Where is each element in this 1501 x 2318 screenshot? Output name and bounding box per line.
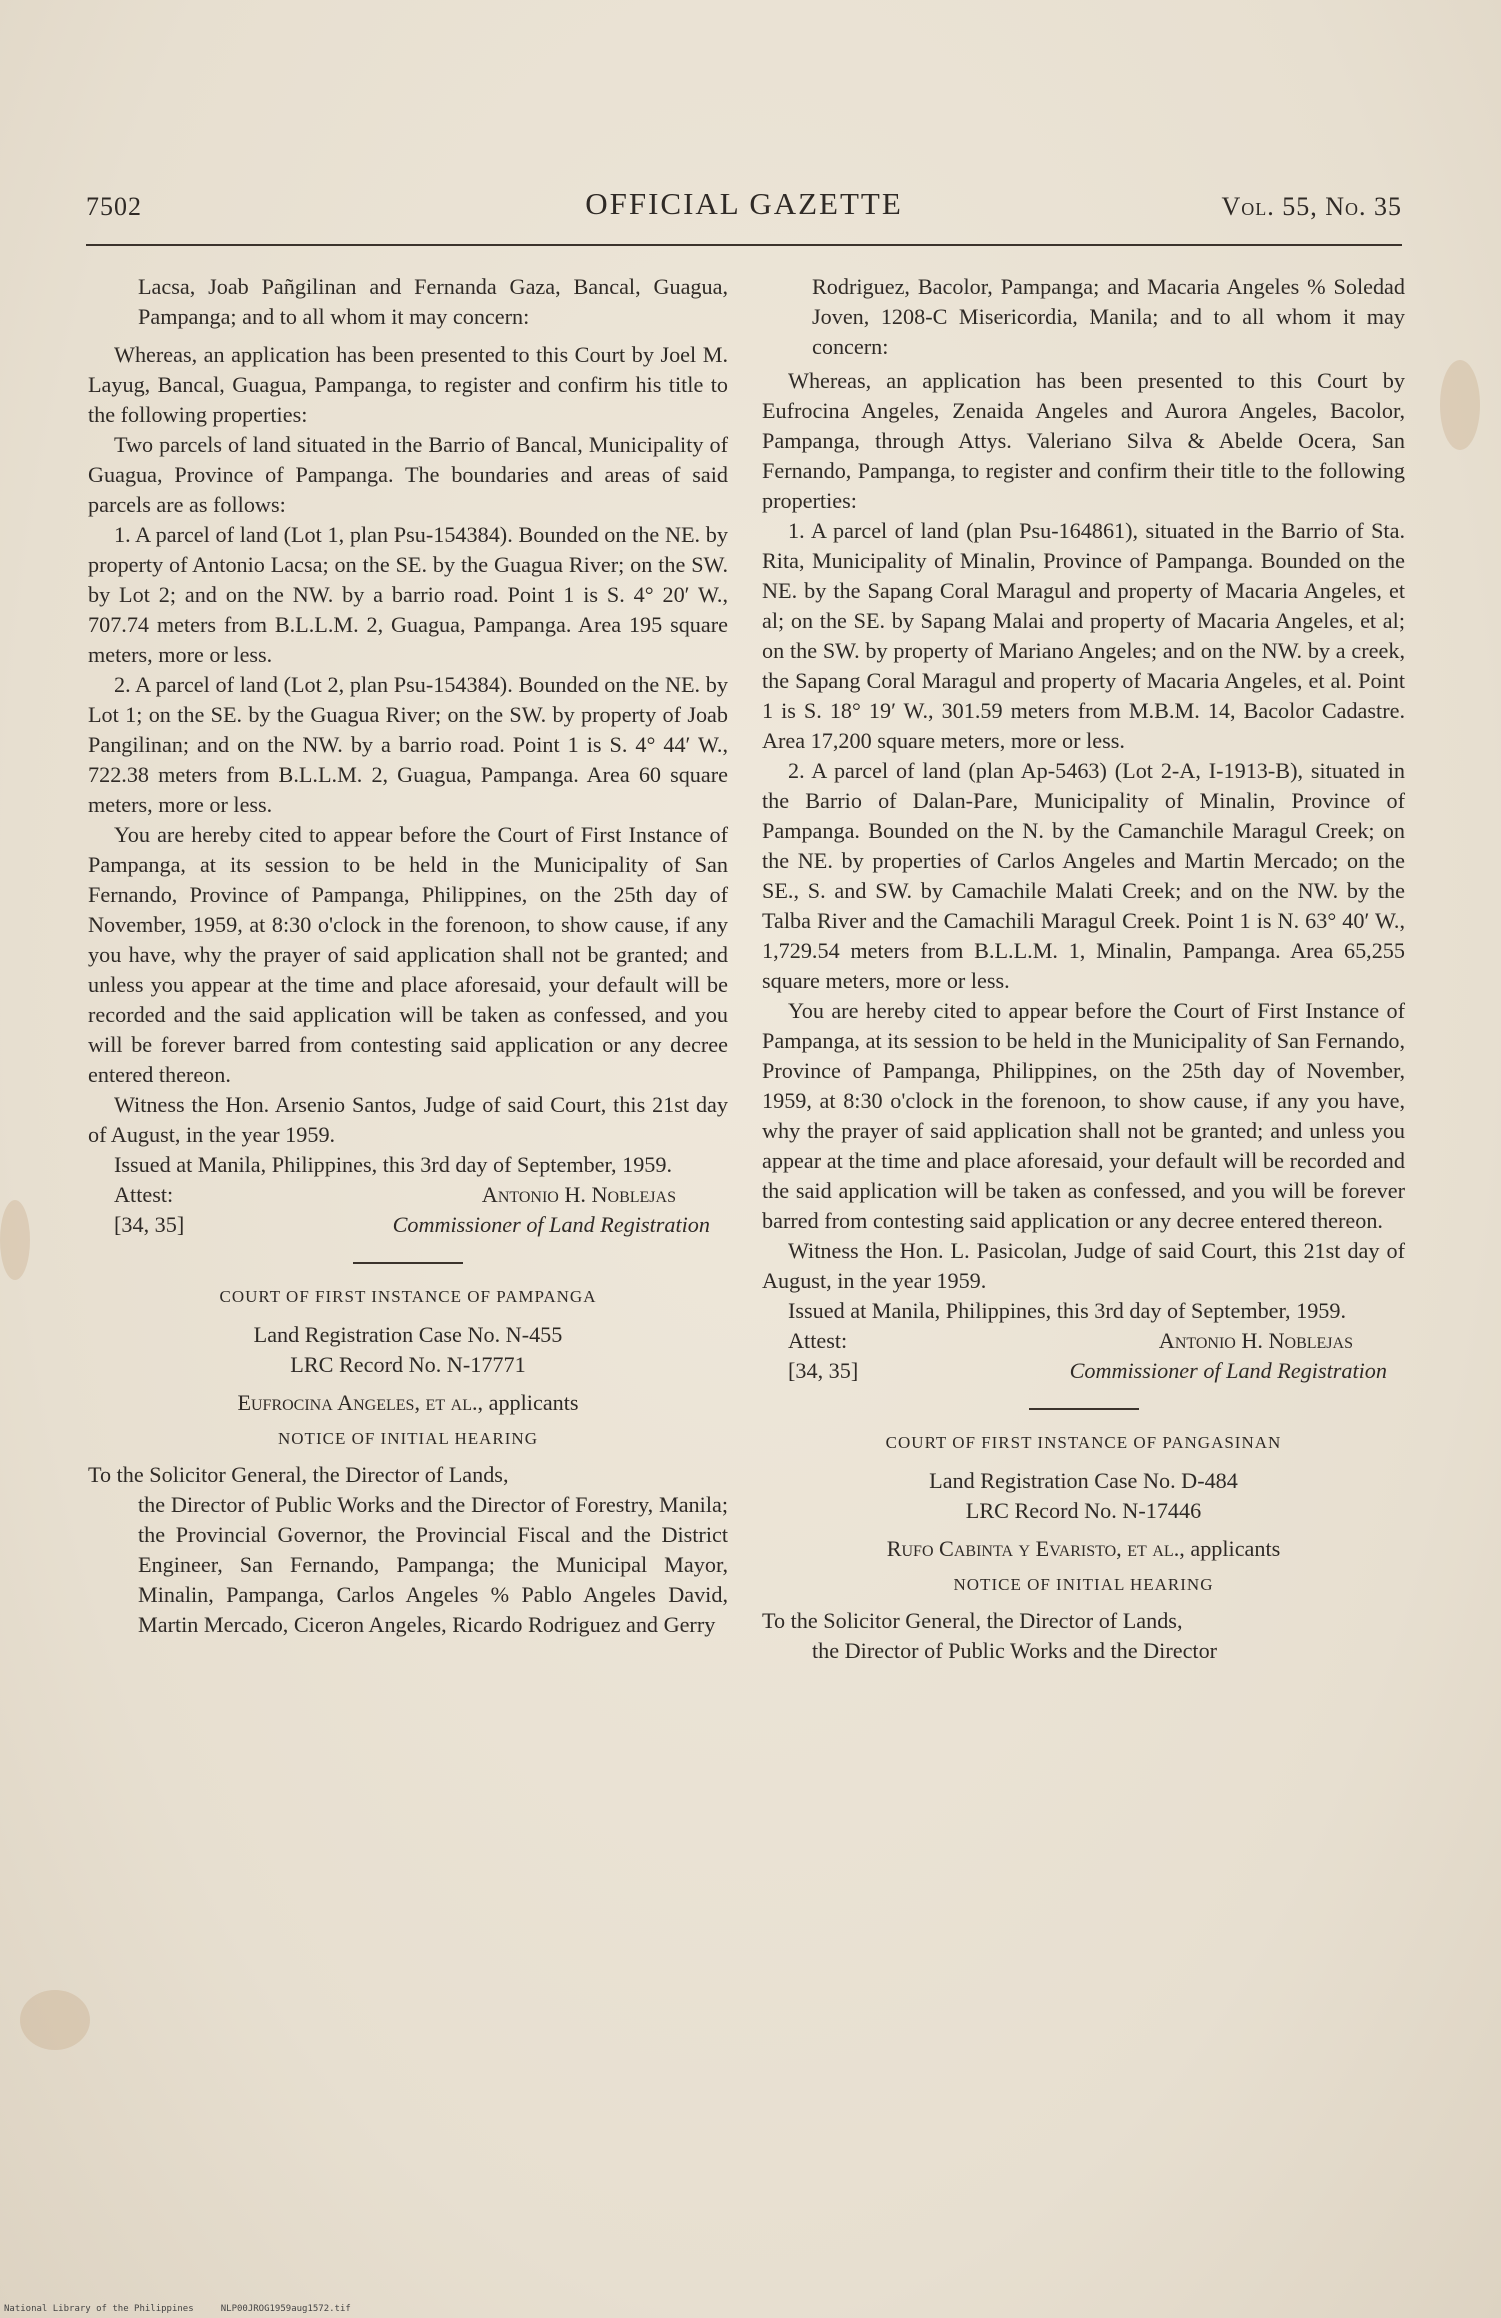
applicants-line [88,1388,728,1418]
issue-reference: [34, 35] [788,1358,859,1383]
lrc-record: LRC Record No. N-17446 [965,1498,1202,1523]
left-column [88,272,728,1640]
address-continuation: Lacsa, Joab Pañgilinan and Fernanda Gaza, Bancal, Guagua, Pampanga; and to all whom it may concern: [138,274,728,329]
paper-stain [0,1200,30,1280]
attest-role-line [762,1356,1405,1386]
header-rule [86,244,1402,246]
volume-info: Vol. 55, No. 35 [1221,192,1402,221]
attest-name: Antonio H. Noblejas [1158,1328,1353,1353]
court-heading: COURT OF FIRST INSTANCE OF PAMPANGA [219,1287,597,1306]
section-divider [1029,1408,1139,1410]
parcel-2: 2. A parcel of land (plan Ap-5463) (Lot 2-A, I-1913-B), situated in the Barrio of Dalan-Pare, Municipality of Minalin, Province of Pampanga. Bounded on the N. by the Camanchile Maragul Creek; on the NE. by properties of Carlos Angeles and Martin Mercado; on the SE., S. and SW. by Camachile Malati Creek; and on the NW. by the Talba River and the Camachili Maragul Creek. Point 1 is N. 63° 40′ W., 1,729.54 meters from B.L.L.M. 1, Minalin, Pampanga. Area 65,255 square meters, more or less. [762,758,1405,993]
case-number: Land Registration Case No. D-484 [929,1468,1238,1493]
attest-line [762,1326,1405,1356]
applicants-suffix: applicants [1190,1536,1281,1561]
attest-line [88,1180,728,1210]
attest-name: Antonio H. Noblejas [481,1182,676,1207]
page-header [86,186,1402,236]
notice-heading: NOTICE OF INITIAL HEARING [278,1429,538,1448]
whereas-paragraph: Whereas, an application has been presented to this Court by Eufrocina Angeles, Zenaida Angeles and Aurora Angeles, Bacolor, Pampanga, through Attys. Valeriano Silva & Abelde Ocera, San Fernando, Pampanga, to register and confirm their title to the following properties: [762,368,1405,513]
citation-paragraph: You are hereby cited to appear before the Court of First Instance of Pampanga, at its session to be held in the Municipality of San Fernando, Province of Pampanga, Philippines, on the 25th day of November, 1959, at 8:30 o'clock in the forenoon, to show cause, if any you have, why the prayer of said application shall not be granted; and unless you appear at the time and place aforesaid, your default will be recorded and the said application will be taken as confessed, and you will be forever barred from contesting said application or any decree entered thereon. [762,998,1405,1233]
attest-role: Commissioner of Land Registration [392,1212,710,1237]
right-column [762,272,1405,1666]
case-number: Land Registration Case No. N-455 [253,1322,563,1347]
publication-title: OFFICIAL GAZETTE [585,186,903,221]
parcel-2: 2. A parcel of land (Lot 2, plan Psu-154384). Bounded on the NE. by Lot 1; on the SE. by the Guagua River; on the SW. by property of Joab Pangilinan; and on the NW. by a barrio road. Point 1 is S. 4° 44′ W., 722.38 meters from B.L.L.M. 2, Guagua, Pampanga. Area 60 square meters, more or less. [88,672,728,817]
notice-heading: NOTICE OF INITIAL HEARING [953,1575,1214,1594]
parcel-1: 1. A parcel of land (Lot 1, plan Psu-154384). Bounded on the NE. by property of Antonio Lacsa; on the SE. by the Guagua River; on the SW. by Lot 2; and on the NW. by a barrio road. Point 1 is S. 4° 20′ W., 707.74 meters from B.L.L.M. 2, Guagua, Pampanga. Area 195 square meters, more or less. [88,522,728,667]
address-continuation: Rodriguez, Bacolor, Pampanga; and Macaria Angeles % Soledad Joven, 1208-C Misericordia, Manila; and to all whom it may concern: [812,274,1405,359]
section-divider [353,1262,463,1264]
applicants-line [762,1534,1405,1564]
whereas-paragraph: Whereas, an application has been presented to this Court by Joel M. Layug, Bancal, Guagua, Pampanga, to register and confirm his title to the following properties: [88,342,728,427]
parcels-intro: Two parcels of land situated in the Barrio of Bancal, Municipality of Guagua, Province of Pampanga. The boundaries and areas of said parcels are as follows: [88,432,728,517]
addressee-line: To the Solicitor General, the Director of Lands, [88,1462,509,1487]
applicants-name: Eufrocina Angeles, et al., [237,1390,484,1415]
lrc-record: LRC Record No. N-17771 [290,1352,526,1377]
applicants-name: Rufo Cabinta y Evaristo, et al., [886,1536,1185,1561]
attest-role-line [88,1210,728,1240]
applicants-suffix: applicants [488,1390,579,1415]
addressee-list: the Director of Public Works and the Director of Forestry, Manila; the Provincial Governor, the Provincial Fiscal and the District Engineer, San Fernando, Pampanga; the Municipal Mayor, Minalin, Pampanga, Carlos Angeles % Pablo Angeles David, Martin Mercado, Ciceron Angeles, Ricardo Rodriguez and Gerry [138,1492,728,1637]
page-number: 7502 [86,192,142,221]
addressee-line: To the Solicitor General, the Director of Lands, [762,1608,1183,1633]
parcel-1: 1. A parcel of land (plan Psu-164861), situated in the Barrio of Sta. Rita, Municipality of Minalin, Province of Pampanga. Bounded on the NE. by the Sapang Coral Maragul and property of Macaria Angeles, et al; on the SE. by Sapang Malai and property of Macaria Angeles, et al; on the SW. by property of Mariano Angeles; and on the NW. by a creek, the Sapang Coral Maragul and property of Macaria Angeles, et al. Point 1 is S. 18° 19′ W., 301.59 meters from M.B.M. 14, Bacolor Cadastre. Area 17,200 square meters, more or less. [762,518,1405,753]
attest-label: Attest: [114,1182,174,1207]
attest-label: Attest: [788,1328,848,1353]
witness-paragraph: Witness the Hon. L. Pasicolan, Judge of said Court, this 21st day of August, in the year 1959. [762,1238,1405,1293]
footer-library: National Library of the Philippines [4,2304,194,2314]
issued-paragraph: Issued at Manila, Philippines, this 3rd day of September, 1959. [788,1298,1347,1323]
paper-stain [20,1990,90,2050]
court-heading: COURT OF FIRST INSTANCE OF PANGASINAN [885,1433,1282,1452]
scan-footer [4,2304,351,2314]
footer-file: NLP00JROG1959aug1572.tif [220,2304,351,2314]
witness-paragraph: Witness the Hon. Arsenio Santos, Judge of said Court, this 21st day of August, in the year 1959. [88,1092,728,1147]
paper-stain [1440,360,1480,450]
attest-role: Commissioner of Land Registration [1069,1358,1387,1383]
issued-paragraph: Issued at Manila, Philippines, this 3rd day of September, 1959. [114,1152,673,1177]
citation-paragraph: You are hereby cited to appear before the Court of First Instance of Pampanga, at its session to be held in the Municipality of San Fernando, Province of Pampanga, Philippines, on the 25th day of November, 1959, at 8:30 o'clock in the forenoon, to show cause, if any you have, why the prayer of said application shall not be granted; and unless you appear at the time and place aforesaid, your default will be recorded and the said application will be taken as confessed, and you will be forever barred from contesting said application or any decree entered thereon. [88,822,728,1087]
addressee-list: the Director of Public Works and the Director [812,1638,1218,1663]
issue-reference: [34, 35] [114,1212,185,1237]
